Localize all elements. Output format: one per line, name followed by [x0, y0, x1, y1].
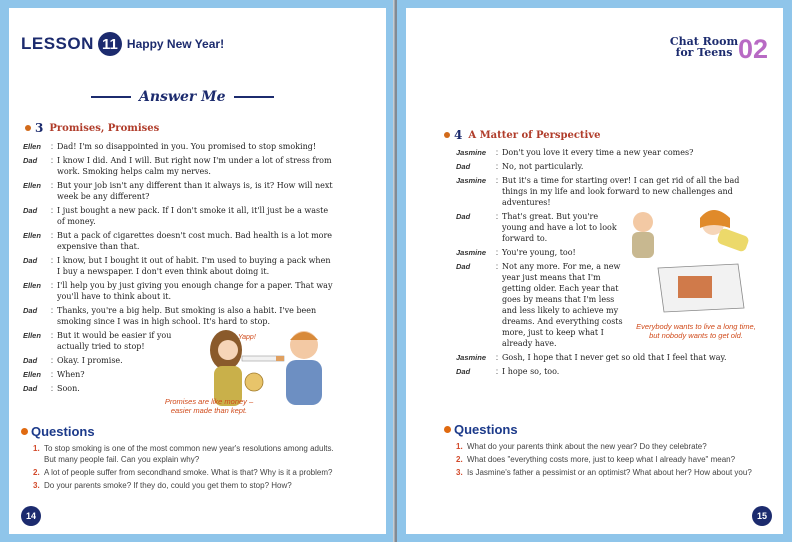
speaker-colon: : [50, 206, 54, 215]
question-number: 1. [456, 442, 463, 451]
questions-heading-left [21, 424, 95, 439]
speaker-name: Dad [23, 306, 38, 315]
speaker-name: Jasmine [456, 176, 487, 185]
utterance-text: I know, but I bought it out of habit. I'm used to buying a pack when I buy a newspaper. I don't even think about doing it. [57, 256, 331, 276]
speaker-colon: : [495, 353, 499, 362]
question-item [33, 480, 343, 491]
chat-title-line2: for Teens [675, 46, 733, 59]
question-number: 2. [33, 468, 40, 477]
girl-body [716, 227, 750, 252]
speaker-colon: : [50, 281, 54, 290]
speaker-name: Dad [456, 262, 471, 271]
questions-bullet-icon [444, 426, 451, 433]
utterance-text: But it's a time for starting over! I can get rid of all the bad things in my life and look forward to new challenges and adventures! [502, 176, 740, 207]
man-body [632, 232, 654, 258]
utterance-text: Okay. I promise. [57, 356, 123, 365]
utterance-text: I just bought a new pack. If I don't smoke it all, it'll just be a waste of money. [57, 206, 329, 226]
question-number: 3. [456, 468, 463, 477]
dialog-line [456, 352, 756, 363]
heading-rule-left [91, 96, 131, 98]
dad-body [286, 360, 322, 405]
section-title: A Matter of Perspective [468, 129, 601, 141]
page-number-left: 14 [21, 506, 41, 526]
utterance-text: But a pack of cigarettes doesn't cost much. Bad health is a lot more expensive than that. [57, 231, 333, 251]
section-3-heading [25, 121, 159, 135]
coins-pile-icon [245, 373, 263, 391]
dialog-line [23, 230, 333, 252]
utterance-text: No, not particularly. [502, 162, 584, 171]
utterance-text: You're young, too! [502, 248, 576, 257]
question-number: 1. [33, 444, 40, 453]
question-number: 2. [456, 455, 463, 464]
utterance-text: I know I did. And I will. But right now I'm under a lot of stress from work. Smoking helps calm my nerves. [57, 156, 332, 176]
speech-bubble: Yapp! [238, 334, 256, 341]
left-page [0, 0, 395, 542]
questions-label: Questions [454, 422, 518, 437]
speaker-colon: : [50, 306, 54, 315]
speaker-colon: : [50, 384, 54, 393]
speaker-colon: : [495, 212, 499, 221]
section-number: 3 [35, 121, 44, 135]
right-page [397, 0, 792, 542]
question-text: A lot of people suffer from secondhand smoke. What is that? Why is it a problem? [44, 468, 333, 477]
chat-title-line1: Chat Room [669, 35, 739, 48]
utterance-text: Thanks, you're a big help. But smoking is also a habit. I've been smoking since I was in high school. It's hard to stop. [57, 306, 317, 326]
right-illustration-caption: Everybody wants to live a long time, but nobody wants to get old. [636, 322, 756, 340]
questions-list-right [456, 441, 756, 480]
speaker-colon: : [50, 256, 54, 265]
speaker-name: Ellen [23, 231, 41, 240]
questions-label: Questions [31, 424, 95, 439]
dialog-line [456, 147, 756, 158]
dialog-line [23, 141, 333, 152]
question-item [456, 441, 756, 452]
speaker-name: Ellen [23, 370, 41, 379]
dialog-line [23, 280, 333, 302]
dialog-line [23, 330, 193, 352]
utterance-text: That's great. But you're young and have a lot to look forward to. [502, 212, 617, 243]
dialog-line [456, 247, 621, 258]
dialog-line [456, 211, 621, 244]
question-text: To stop smoking is one of the most common new year's resolutions among adults. But many people fail. Can you explain why? [44, 444, 334, 464]
chat-room-title [664, 36, 744, 58]
speaker-name: Ellen [23, 142, 41, 151]
section-bullet-icon [25, 125, 31, 131]
page-number-right: 15 [752, 506, 772, 526]
dialog-line [23, 205, 333, 227]
question-text: What do your parents think about the new year? Do they celebrate? [467, 442, 707, 451]
question-item [456, 467, 756, 478]
utterance-text: Dad! I'm so disappointed in you. You promised to stop smoking! [57, 142, 317, 151]
speaker-name: Dad [23, 356, 38, 365]
speaker-name: Dad [23, 156, 38, 165]
utterance-text: But your job isn't any different than it always is, is it? How will next week be any different? [57, 181, 333, 201]
utterance-text: But it would be easier if you actually tried to stop! [57, 331, 172, 351]
question-text: Is Jasmine's father a pessimist or an optimist? What about her? How about you? [467, 468, 752, 477]
question-text: Do your parents smoke? If they do, could you get them to stop? How? [44, 481, 292, 490]
speaker-colon: : [495, 367, 499, 376]
dialog-line [456, 366, 756, 377]
question-text: What does "everything costs more, just to keep what I already have" mean? [467, 455, 736, 464]
speaker-name: Dad [456, 367, 471, 376]
speaker-name: Dad [23, 206, 38, 215]
chat-room-header [664, 34, 792, 70]
speaker-name: Jasmine [456, 248, 487, 257]
dialog-line [456, 161, 756, 172]
calendar-picture [678, 276, 712, 298]
speaker-name: Ellen [23, 281, 41, 290]
utterance-text: Soon. [57, 384, 80, 393]
speaker-colon: : [50, 142, 54, 151]
speaker-name: Jasmine [456, 148, 487, 157]
utterance-text: Not any more. For me, a new year just means that I'm getting older. Each year that goes by means that I'm less and less likely to achieve my dreams. And everything costs more, just to keep what I already have. [502, 262, 623, 348]
question-number: 3. [33, 481, 40, 490]
answer-me-title: Answer Me [139, 89, 226, 105]
girl-face [218, 340, 238, 360]
speaker-colon: : [50, 331, 54, 340]
section-4-heading [444, 128, 601, 142]
questions-heading-right [444, 422, 518, 437]
lesson-title: Happy New Year! [126, 37, 225, 51]
speaker-colon: : [50, 370, 54, 379]
answer-me-heading [91, 89, 274, 105]
question-item [33, 467, 343, 478]
dialog-line [456, 261, 631, 349]
section-title: Promises, Promises [49, 122, 160, 134]
lesson-number-badge: 11 [98, 32, 122, 56]
speaker-colon: : [50, 181, 54, 190]
dialog-line [23, 180, 333, 202]
utterance-text: I hope so, too. [502, 367, 560, 376]
perspective-illustration [618, 204, 768, 324]
question-item [456, 454, 756, 465]
question-item [33, 443, 343, 465]
chat-room-number: 02 [738, 34, 769, 64]
speaker-colon: : [495, 248, 499, 257]
lesson-header [21, 33, 224, 55]
heading-rule-right [234, 96, 274, 98]
speaker-colon: : [50, 356, 54, 365]
questions-bullet-icon [21, 428, 28, 435]
left-illustration-caption: Promises are like money – easier made than kept. [164, 397, 254, 415]
speaker-colon: : [495, 162, 499, 171]
cigarette-filter [276, 356, 284, 361]
speaker-colon: : [495, 262, 499, 271]
speaker-colon: : [50, 231, 54, 240]
speaker-name: Jasmine [456, 353, 487, 362]
speaker-colon: : [495, 148, 499, 157]
utterance-text: Don't you love it every time a new year comes? [502, 148, 694, 157]
speaker-name: Ellen [23, 181, 41, 190]
speaker-name: Dad [456, 212, 471, 221]
lesson-label: LESSON [21, 34, 94, 53]
speaker-name: Dad [456, 162, 471, 171]
speaker-name: Dad [23, 256, 38, 265]
speaker-colon: : [495, 176, 499, 185]
dialog-line [23, 155, 333, 177]
utterance-text: When? [57, 370, 85, 379]
section-bullet-icon [444, 132, 450, 138]
dad-hair [290, 332, 318, 340]
utterance-text: Gosh, I hope that I never get so old that I feel that way. [502, 353, 727, 362]
dialog-line [23, 255, 333, 277]
speaker-name: Dad [23, 384, 38, 393]
section-number: 4 [454, 128, 463, 142]
speaker-name: Ellen [23, 331, 41, 340]
man-head [633, 212, 653, 232]
questions-list-left [33, 443, 343, 493]
speaker-colon: : [50, 156, 54, 165]
utterance-text: I'll help you by just giving you enough change for a paper. That way you'll have to think about it. [57, 281, 333, 301]
